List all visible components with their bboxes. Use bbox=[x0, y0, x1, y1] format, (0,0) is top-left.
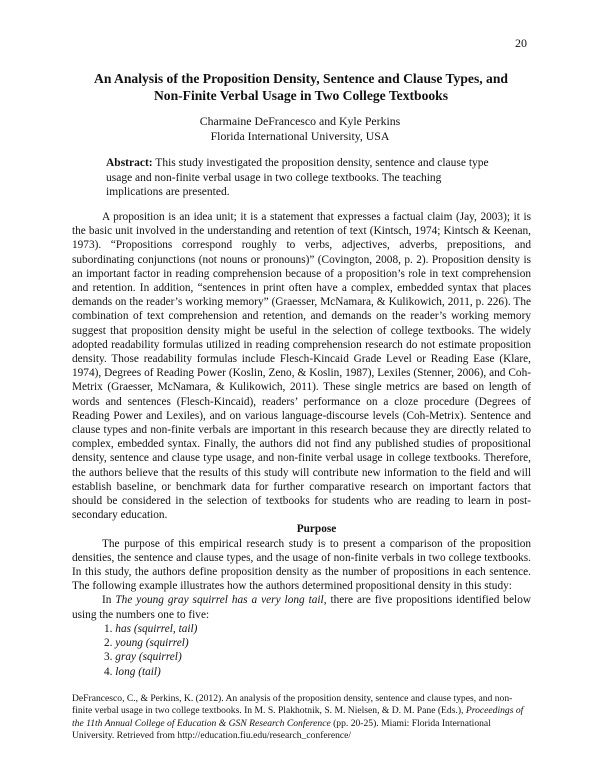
citation-part2: (pp. 20-25). Miami: Florida International University. Retrieved from http://education.fiu.edu/research_conference/ bbox=[72, 717, 491, 741]
intro-paragraph: A proposition is an idea unit; it is a statement that expresses a factual claim (Jay, 2003); it is the basic unit involved in the understanding and retention of text (Kintsch, 1974; Kintsch & Keenan, 1973). “Propositions correspond roughly to verbs, adjectives, adverbs, prepositions, and subordinating conjunctions (not nouns or pronouns)” (Covington, 2008, p. 2). Proposition density is an important factor in reading comprehension because of a proposition’s role in text comprehension and retention. In addition, “sentences in print often have a complex, embedded syntax that places demands on the reader’s working memory” (Graesser, McNamara, & Kulikowich, 2011, p. 226). The combination of text comprehension and retention, and demands on the reader’s working memory suggest that proposition density might be useful in the selection of college textbooks. The widely adopted readability formulas utilized in reading comprehension research do not estimate proposition density. Those readability formulas include Flesch-Kincaid Grade Level or Reading Ease (Klare, 1974), Degrees of Reading Power (Koslin, Zeno, & Koslin, 1987), Lexiles (Stenner, 2006), and Coh-Metrix (Graesser, McNamara, & Kulikowich, 2011). These single metrics are based on length of words and sentences (Flesch-Kincaid), readers’ performance on a cloze procedure (Degrees of Reading Power and Lexiles), and on various language-discourse levels (Coh-Metrix). Sentence and clause types and non-finite verbals are important in this research because they are directly related to complex, embedded syntax. Finally, the authors did not find any published studies of propositional density, sentence and clause type usage, and non-finite verbal usage in college textbooks. Therefore, the authors believe that the results of this study will contribute new information to the field and will establish baseline, or benchmark data for further comparative research on important factors that should be considered in the selection of textbooks for students who are reading to learn in post-secondary education. bbox=[72, 211, 531, 522]
list-item-number: 1. bbox=[104, 622, 116, 635]
list-item bbox=[72, 622, 531, 636]
author-affiliation: Florida International University, USA bbox=[210, 129, 390, 143]
list-item-number: 4. bbox=[104, 665, 116, 678]
abstract-label: Abstract: bbox=[106, 157, 153, 169]
citation-proceedings: Proceedings of the 11th Annual College of Education & GSN Research Conference bbox=[72, 705, 524, 729]
abstract-text: This study investigated the proposition density, sentence and clause type usage and non-finite verbal usage in two college textbooks. The teaching implications are presented. bbox=[106, 157, 489, 198]
paper-title: An Analysis of the Proposition Density, Sentence and Clause Types, and Non-Finite Verbal Usage in Two College Textbooks bbox=[94, 71, 508, 103]
list-item-number: 3. bbox=[104, 651, 116, 664]
page-number: 20 bbox=[515, 36, 527, 50]
list-item bbox=[72, 665, 531, 679]
proposition-list bbox=[72, 622, 531, 679]
list-item-text: gray (squirrel) bbox=[115, 651, 182, 664]
list-item bbox=[72, 636, 531, 650]
body-text bbox=[72, 210, 531, 679]
example-sentence: The young gray squirrel has a very long tail bbox=[115, 594, 324, 607]
abstract bbox=[106, 156, 490, 200]
list-item bbox=[72, 650, 531, 664]
example-paragraph bbox=[72, 593, 531, 621]
purpose-paragraph: The purpose of this empirical research study is to present a comparison of the proposition densities, the sentence and clause types, and the usage of non-finite verbals in two college textbooks. In this study, the authors define proposition density as the number of propositions in each sentence. The following example illustrates how the authors determined propositional density in this study: bbox=[72, 537, 531, 593]
citation-footer bbox=[72, 693, 532, 742]
purpose-heading: Purpose bbox=[296, 523, 337, 536]
list-item-number: 2. bbox=[104, 637, 116, 650]
example-prefix: In bbox=[102, 594, 116, 607]
list-item-text: long (tail) bbox=[115, 665, 161, 678]
list-item-text: young (squirrel) bbox=[115, 637, 189, 650]
citation-part1: DeFrancesco, C., & Perkins, K. (2012). An analysis of the proposition density, sentence and clause types, and non-finite verbal usage in two college textbooks. In M. S. Plakhotnik, S. M. Nielsen, & D. M. Pane (Eds.), bbox=[72, 693, 513, 717]
list-item-text: has (squirrel, tail) bbox=[115, 622, 198, 635]
author-block bbox=[0, 114, 600, 144]
example-suffix: , there are five propositions identified below using the numbers one to five: bbox=[72, 594, 532, 621]
author-names: Charmaine DeFrancesco and Kyle Perkins bbox=[199, 114, 401, 128]
